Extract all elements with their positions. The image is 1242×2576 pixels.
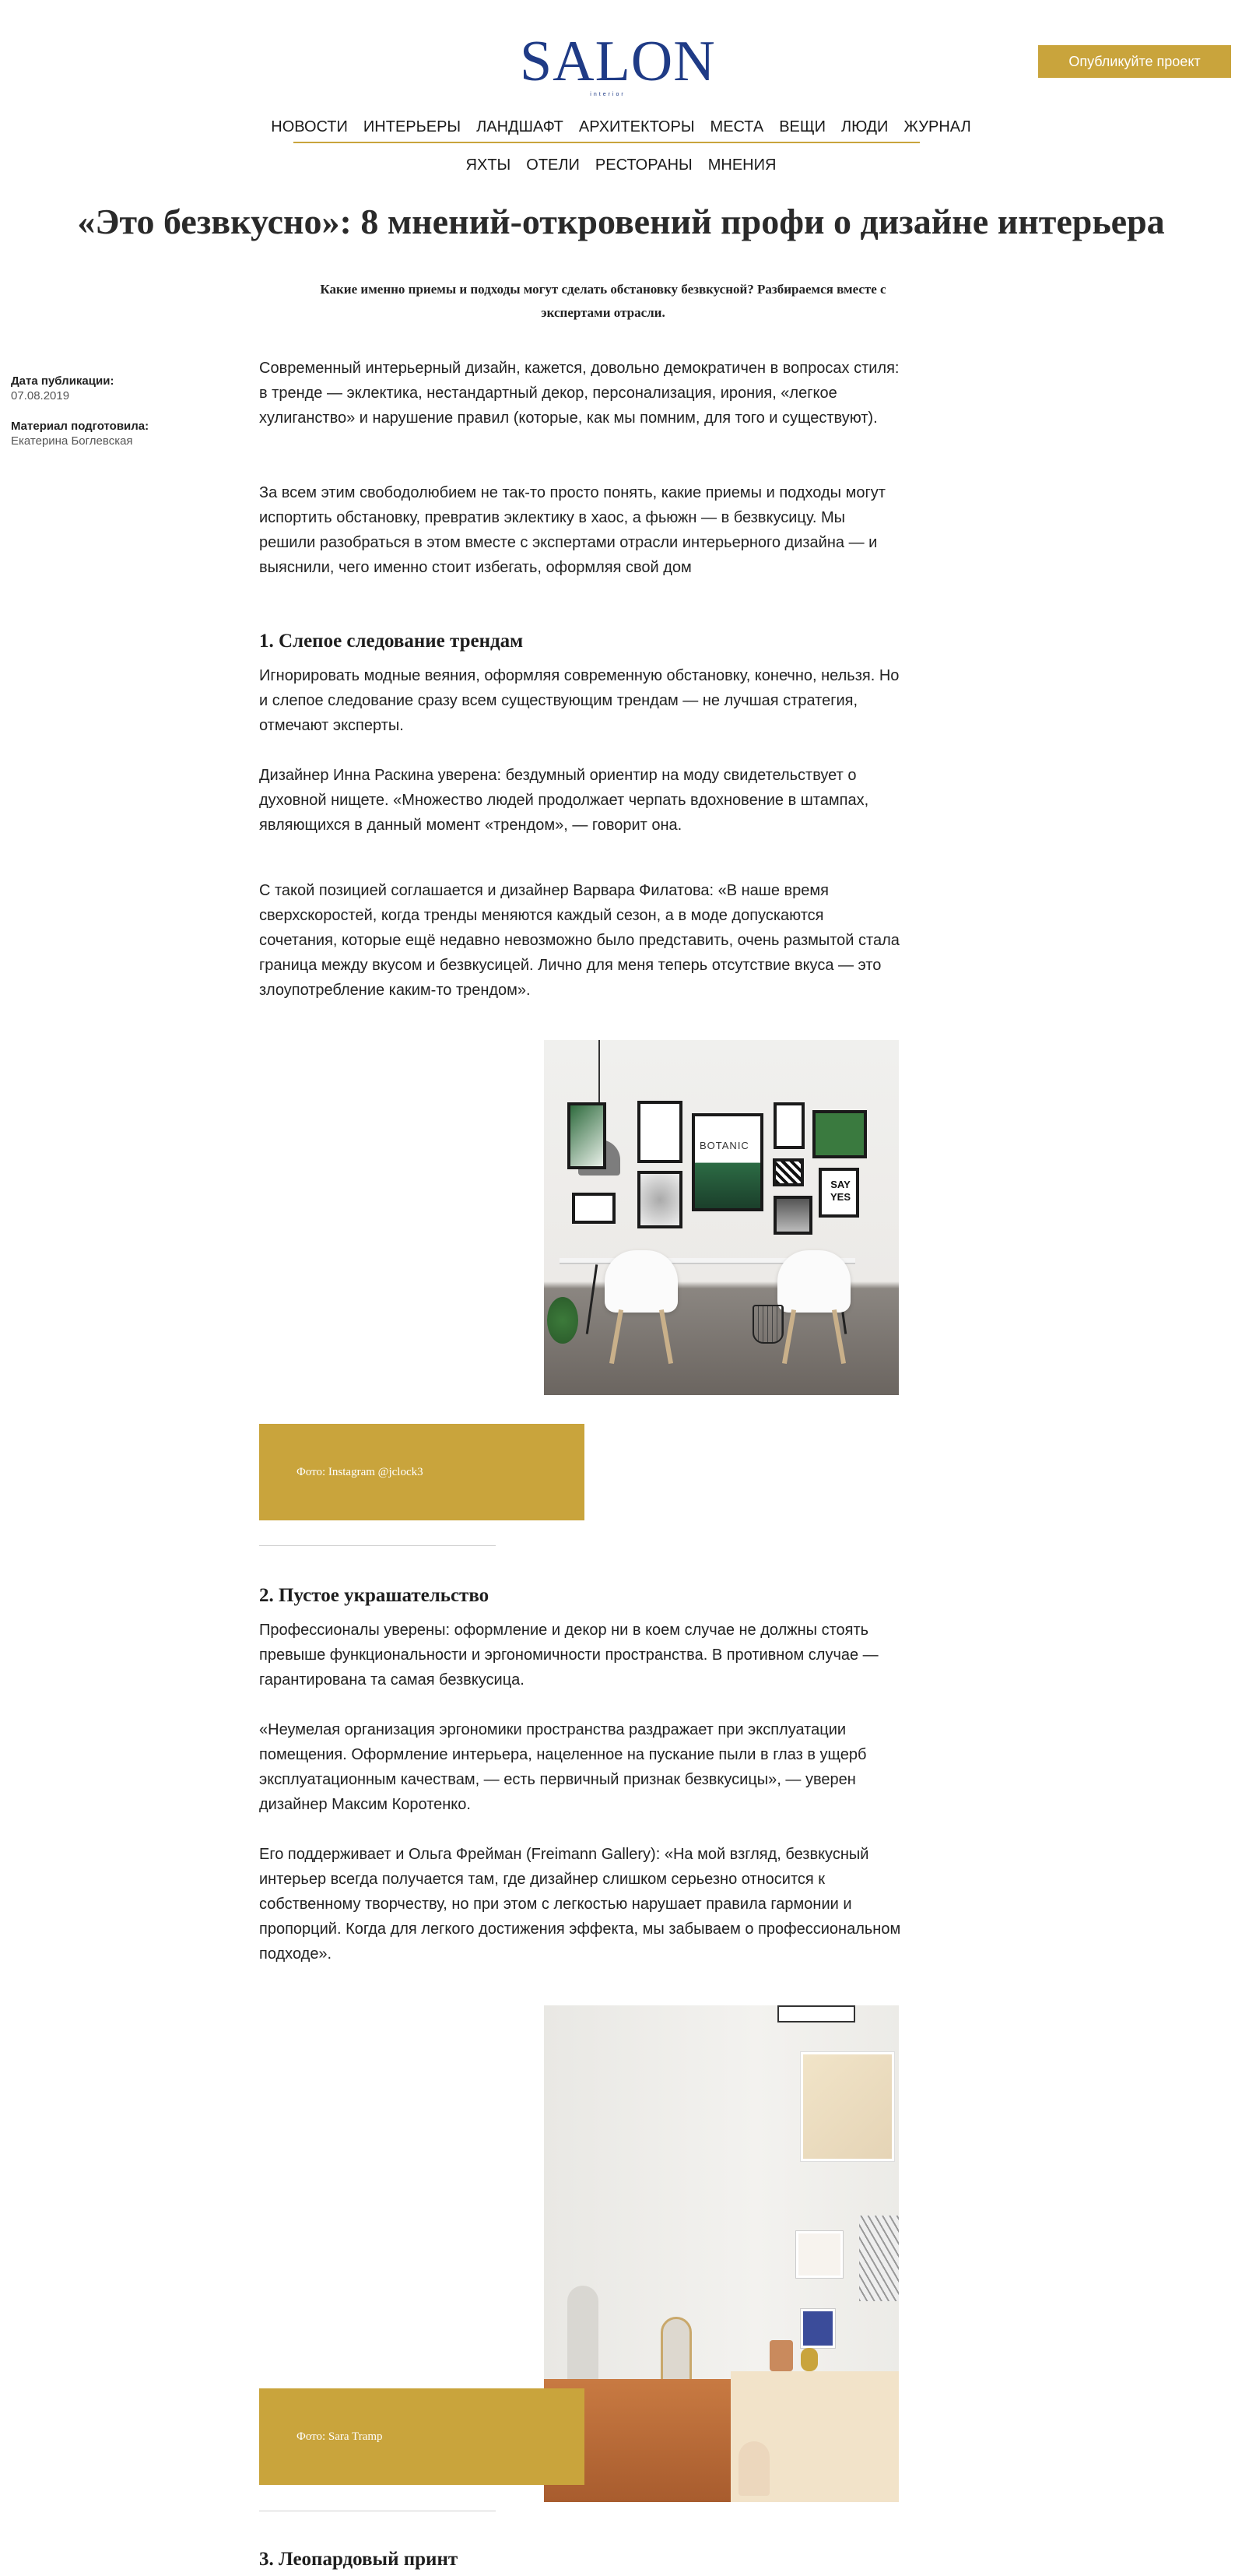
site-logo-subtitle: interior [590,92,626,97]
main-nav [0,118,1242,136]
nav-item-people[interactable]: ЛЮДИ [841,118,889,135]
site-logo[interactable]: SALON [520,30,716,93]
nav-item-news[interactable]: НОВОСТИ [271,118,348,135]
publish-project-button[interactable]: Опубликуйте проект [1038,45,1231,78]
nav-item-architects[interactable]: АРХИТЕКТОРЫ [578,118,695,135]
article-author [11,419,205,448]
intro-paragraph-1: Современный интерьерный дизайн, кажется, довольно демократичен в вопросах стиля: в тренде — эклектика, нестандартный декор, персонализация, ирония, «легкое хулиганство» и нарушение правил (которые, как мы помним, для того и существуют). [259,360,900,427]
secondary-nav [0,156,1242,174]
hallway-photo [544,2005,899,2502]
section-3-heading: 3. Леопардовый принт [259,2549,458,2570]
intro-paragraph-2: За всем этим свободолюбием не так-то просто понять, какие приемы и подходы могут испортить обстановку, превратив эклектику в хаос, а фьюжн — в безвкусицу. Мы решили разобраться в этом вместе с экспертами отрасли интерьерного дизайна — и выяснили, чего именно стоит избегать, оформляя свой дом [259,484,886,576]
section-1-paragraph-2: Дизайнер Инна Раскина уверена: бездумный ориентир на моду свидетельствует о духовной нищете. «Множество людей продолжает черпать вдохновение в штампах, являющихся в данный момент «трендом», — говорит она. [259,767,869,834]
section-2-paragraph-1: Профессионалы уверены: оформление и декор ни в коем случае не должны стоять превыше функциональности и эргономичности пространства. В противном случае — гарантирована та самая безвкусица. [259,1622,879,1689]
nav-item-yachts[interactable]: ЯХТЫ [465,156,511,174]
photo-2-caption: Фото: Sara Tramp [259,2388,584,2485]
nav-item-opinions[interactable]: МНЕНИЯ [707,156,777,174]
nav-item-places[interactable]: МЕСТА [710,118,764,135]
article-title: «Это безвкусно»: 8 мнений-откровений профи о дизайне интерьера [77,202,1165,241]
publication-date-value: 07.08.2019 [11,389,70,402]
nav-item-hotels[interactable]: ОТЕЛИ [526,156,580,174]
section-2-paragraph-2: «Неумелая организация эргономики пространства раздражает при эксплуатации помещения. Оформление интерьера, нацеленное на пускание пыли в глаз в ущерб эксплуатационным качествам, — есть первичный признак безвкусицы», — уверен дизайнер Максим Коротенко. [259,1721,867,1813]
section-2-paragraph-3: Его поддерживает и Ольга Фрейман (Freimann Gallery): «На мой взгляд, безвкусный интерьер всегда получается там, где дизайнер слишком серьезно относится к собственному творчеству, но при этом с легкостью нарушает правила гармонии и пропорций. Когда для легкого достижения эффекта, мы забываем о профессиональном подходе». [259,1846,901,1963]
nav-item-journal[interactable]: ЖУРНАЛ [903,118,971,135]
nav-item-landscape[interactable]: ЛАНДШАФТ [476,118,563,135]
section-divider-1 [259,1545,496,1546]
nav-item-things[interactable]: ВЕЩИ [779,118,826,135]
section-2-heading: 2. Пустое украшательство [259,1585,489,1606]
article-author-value: Екатерина Боглевская [11,434,133,448]
publication-date [11,374,205,403]
poster-botanic-text: BOTANIC [700,1140,749,1151]
section-1-paragraph-1: Игнорировать модные веяния, оформляя современную обстановку, конечно, нельзя. Но и слепое следование сразу всем существующим трендам — не лучшая стратегия, отмечают эксперты. [259,667,900,734]
photo-1-caption: Фото: Instagram @jclock3 [259,1424,584,1520]
section-1-paragraph-3: С такой позицией соглашается и дизайнер Варвара Филатова: «В наше время сверхскоростей, когда тренды меняются каждый сезон, а в моде допускаются сочетания, которые ещё недавно невозможно было представить, очень размытой стала граница между вкусом и безвкусицей. Лично для меня теперь отсутствие вкуса — это злоупотребление каким-то трендом». [259,882,900,999]
article-author-label: Материал подготовила: [11,420,149,433]
article-lead: Какие именно приемы и подходы могут сделать обстановку безвкусной? Разбираемся вместе с экспертами отрасли. [320,282,886,320]
section-1-heading: 1. Слепое следование трендам [259,631,524,652]
nav-item-restaurants[interactable]: РЕСТОРАНЫ [595,156,693,174]
site-header [0,0,1242,187]
nav-divider [293,142,920,143]
gallery-wall-photo [544,1040,899,1395]
poster-say-yes-text: SAY YES [830,1179,851,1203]
nav-item-interiors[interactable]: ИНТЕРЬЕРЫ [363,118,461,135]
publication-date-label: Дата публикации: [11,374,114,388]
